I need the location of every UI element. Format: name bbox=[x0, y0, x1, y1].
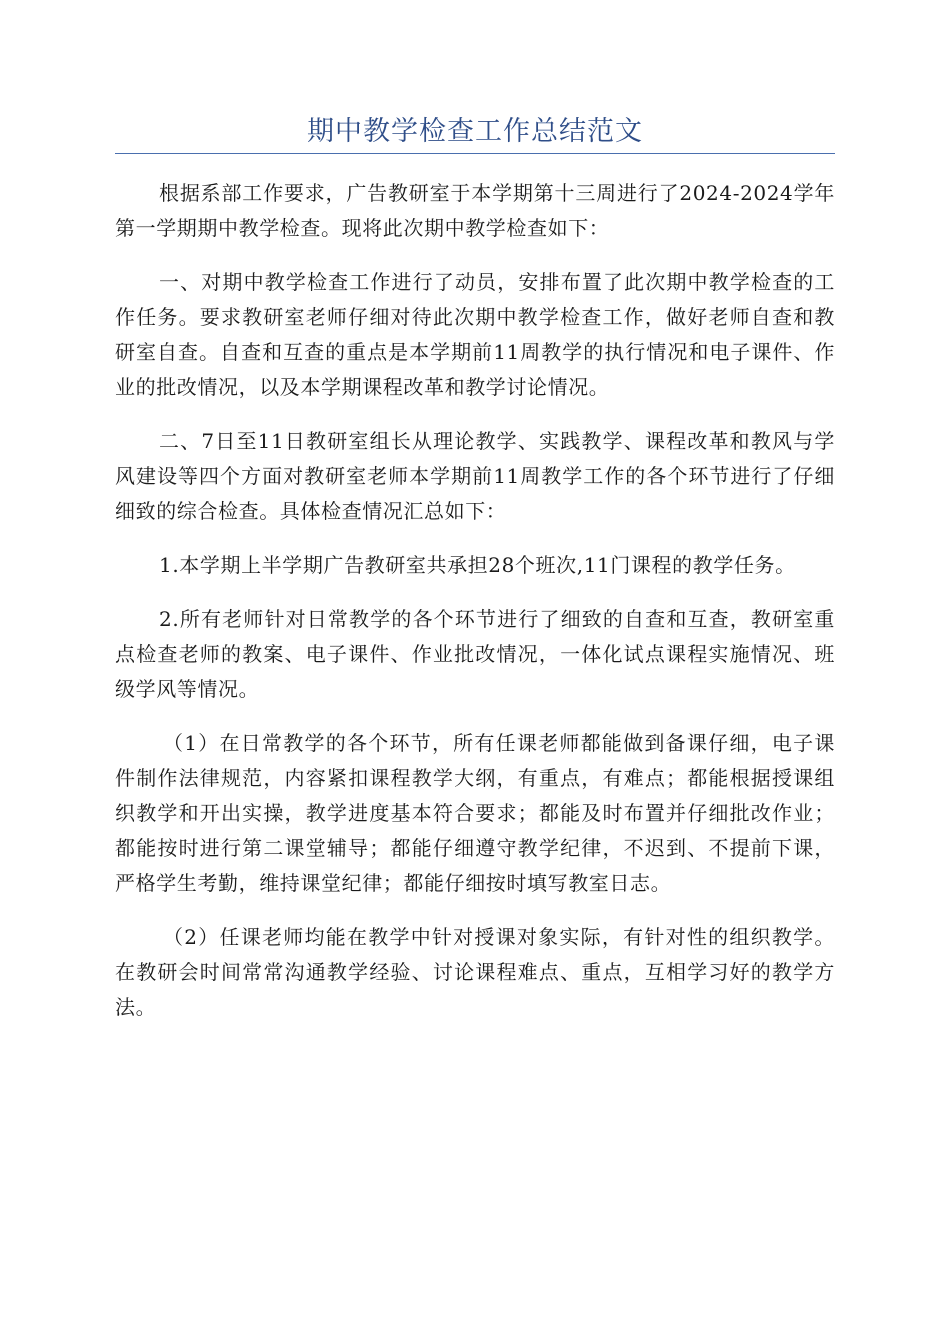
paragraph-section-2: 二、7日至11日教研室组长从理论教学、实践教学、课程改革和教风与学风建设等四个方面对教研室老师本学期前11周教学工作的各个环节进行了仔细细致的综合检查。具体检查情况汇总如下： bbox=[115, 429, 835, 523]
paragraph-item-2: 2.所有老师针对日常教学的各个环节进行了细致的自查和互查，教研室重点检查老师的教案、电子课件、作业批改情况，一体化试点课程实施情况、班级学风等情况。 bbox=[115, 607, 835, 701]
title-underline bbox=[115, 153, 835, 154]
paragraph-section-1: 一、对期中教学检查工作进行了动员，安排布置了此次期中教学检查的工作任务。要求教研室老师仔细对待此次期中教学检查工作，做好老师自查和教研室自查。自查和互查的重点是本学期前11周教学的执行情况和电子课件、作业的批改情况，以及本学期课程改革和教学讨论情况。 bbox=[115, 270, 835, 399]
document-title: 期中教学检查工作总结范文 bbox=[307, 116, 643, 147]
document-body bbox=[115, 176, 835, 1044]
paragraph-item-1: 1.本学期上半学期广告教研室共承担28个班次,11门课程的教学任务。 bbox=[159, 553, 796, 577]
paragraph-subitem-1: （1）在日常教学的各个环节，所有任课老师都能做到备课仔细，电子课件制作法律规范，内容紧扣课程教学大纲，有重点，有难点；都能根据授课组织教学和开出实操，教学进度基本符合要求；都能及时布置并仔细批改作业；都能按时进行第二课堂辅导；都能仔细遵守教学纪律，不迟到、不提前下课，严格学生考勤，维持课堂纪律；都能仔细按时填写教室日志。 bbox=[115, 731, 835, 895]
paragraph-subitem-2: （2）任课老师均能在教学中针对授课对象实际，有针对性的组织教学。在教研会时间常常沟通教学经验、讨论课程难点、重点，互相学习好的教学方法。 bbox=[115, 925, 835, 1019]
paragraph-intro: 根据系部工作要求，广告教研室于本学期第十三周进行了2024-2024学年第一学期期中教学检查。现将此次期中教学检查如下： bbox=[115, 181, 835, 240]
